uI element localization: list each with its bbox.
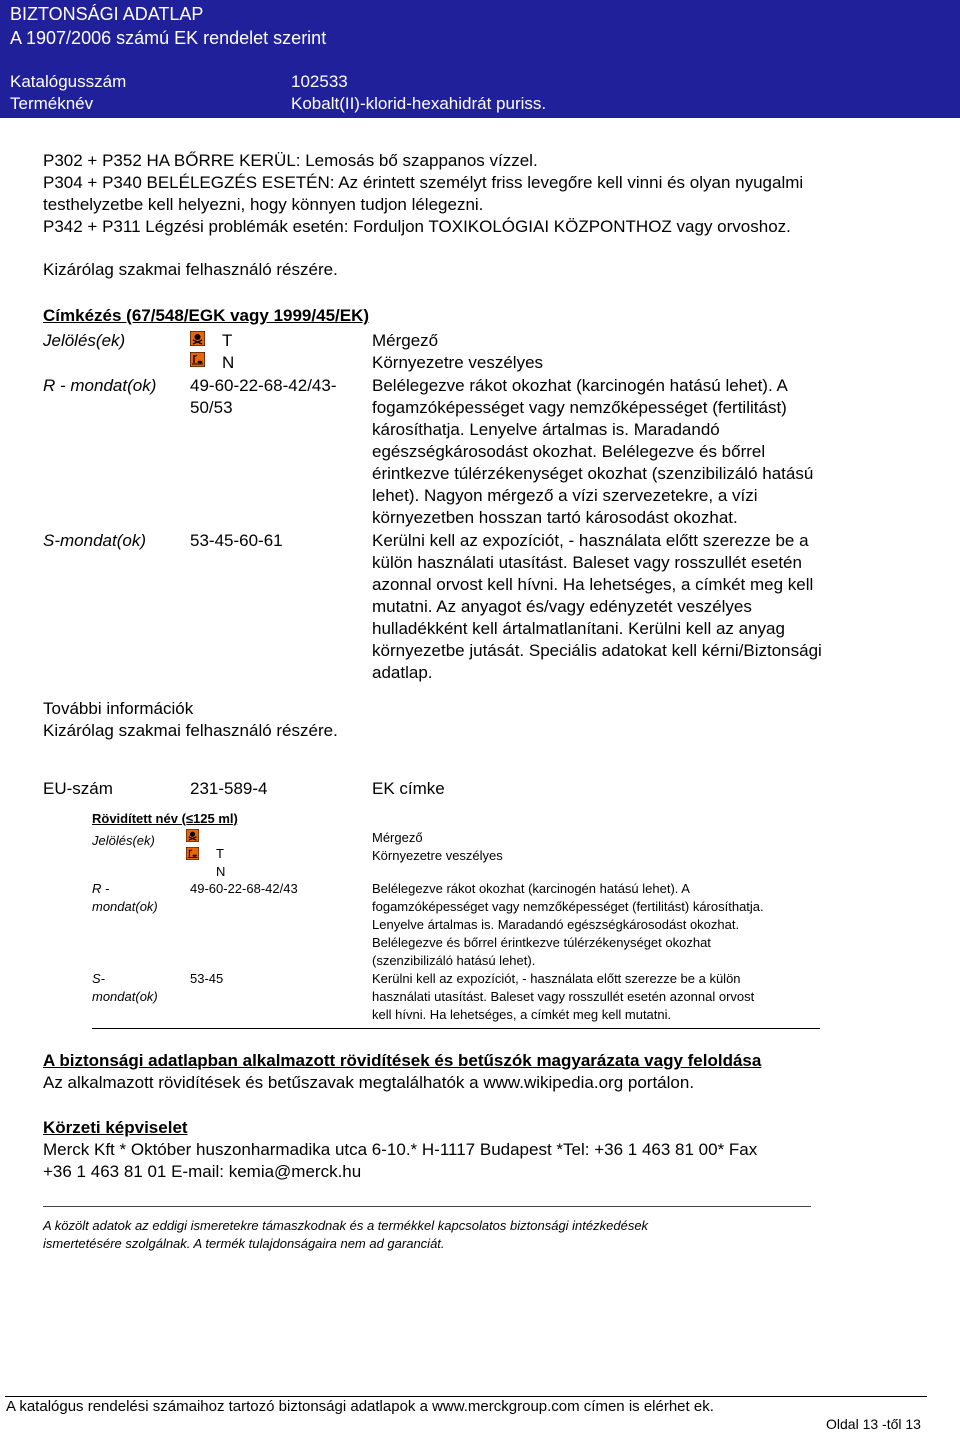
dead-tree-fish-icon [186, 847, 199, 860]
s-phrases-label: S-mondat(ok) [43, 531, 146, 550]
eu-number: 231-589-4 [190, 779, 268, 798]
representative-heading: Körzeti képviselet [43, 1118, 188, 1137]
p-statement: P342 + P311 Légzési problémák esetén: Forduljon TOXIKOLÓGIAI KÖZPONTHOZ vagy orvoshoz. [43, 217, 791, 236]
eu-r-phrases-label: mondat(ok) [92, 899, 158, 914]
s-phrase-text: hulladékként kell ártalmatlanítani. Kerülni kell az anyag [372, 619, 785, 638]
s-phrase-text: azonnal orvost kell hívni. Ha lehetséges, a címkét meg kell [372, 575, 814, 594]
s-phrase-text: Kerülni kell az expozíciót, - használata előtt szerezze be a [372, 531, 809, 550]
r-phrases-label: R - mondat(ok) [43, 376, 157, 395]
catalog-label: Katalógusszám [10, 72, 127, 91]
r-phrase-codes: 50/53 [190, 398, 233, 417]
eu-s-phrase-codes: 53-45 [190, 971, 224, 986]
r-phrase-text: károsíthatja. Lenyelve ártalmas is. Maradandó [372, 420, 720, 439]
eu-r-phrase-codes: 49-60-22-68-42/43 [190, 881, 298, 896]
s-phrase-text: környezetbe jutását. Speciális adatokat kell kérni/Biztonsági [372, 641, 822, 660]
document-subtitle: A 1907/2006 számú EK rendelet szerint [10, 28, 327, 48]
abbreviations-heading: A biztonsági adatlapban alkalmazott rövidítések és betűszók magyarázata vagy feloldása [43, 1051, 762, 1070]
eu-r-phrase-text: fogamzóképességet vagy nemzőképességet (fertilitást) károsíthatja. [372, 899, 764, 914]
s-phrase-text: mutatni. Az anyagot és/vagy edényzetét veszélyes [372, 597, 752, 616]
document-title: BIZTONSÁGI ADATLAP [10, 4, 204, 24]
p-statement: P304 + P340 BELÉLEGZÉS ESETÉN: Az érintett személyt friss levegőre kell vinni és olyan nyugalmi [43, 173, 804, 192]
disclaimer-divider [43, 1206, 811, 1207]
eu-s-phrase-text: kell hívni. Ha lehetséges, a címkét meg kell mutatni. [372, 1007, 672, 1022]
eu-r-phrase-text: Belélegezve és bőrrel érintkezve túlérzékenységet okozhat [372, 935, 711, 950]
eu-s-phrase-text: Kerülni kell az expozíciót, - használata előtt szerezze be a külön [372, 971, 741, 986]
eu-s-phrases-label: mondat(ok) [92, 989, 158, 1004]
representative-address: Merck Kft * Október huszonharmadika utca 6-10.* H-1117 Budapest *Tel: +36 1 463 81 00* Fax [43, 1140, 758, 1159]
eu-symbols-label: Jelölés(ek) [92, 833, 155, 848]
r-phrase-text: Belélegezve rákot okozhat (karcinogén hatású lehet). A [372, 376, 788, 395]
r-phrase-text: érintkezve túlérzékenységet okozhat (szenzibilizáló hatású [372, 464, 814, 483]
labeling-heading: Címkézés (67/548/EGK vagy 1999/45/EK) [43, 306, 370, 325]
s-phrase-text: külön használati utasítást. Baleset vagy rosszullét esetén [372, 553, 802, 572]
s-phrase-text: adatlap. [372, 663, 433, 682]
eu-symbol-letter-t: T [216, 846, 224, 861]
further-info-text: Kizárólag szakmai felhasználó részére. [43, 721, 338, 740]
symbol-letter-n: N [222, 353, 235, 372]
r-phrase-text: lehet). Nagyon mérgező a vízi szervezetekre, a vízi [372, 486, 758, 505]
r-phrase-codes: 49-60-22-68-42/43- [190, 376, 337, 395]
eu-r-phrase-text: Lenyelve ártalmas is. Maradandó egészségkárosodást okozhat. [372, 917, 740, 932]
r-phrase-text: egészségkárosodást okozhat. Belélegezve és bőrrel [372, 442, 766, 461]
eu-r-phrase-text: (szenzibilizáló hatású lehet). [372, 953, 536, 968]
eu-r-phrase-text: Belélegezve rákot okozhat (karcinogén hatású lehet). A [372, 881, 690, 896]
r-phrase-text: fogamzóképességet vagy nemzőképességet (fertilitást) [372, 398, 787, 417]
eu-number-label: EU-szám [43, 779, 113, 798]
eu-symbol-letter-n: N [216, 864, 226, 879]
representative-contact: +36 1 463 81 01 E-mail: kemia@merck.hu [43, 1162, 362, 1181]
footer-divider [5, 1396, 927, 1397]
short-name-heading: Rövidített név (≤125 ml) [92, 811, 238, 826]
eu-symbol-t-meaning: Mérgező [372, 830, 423, 845]
symbol-letter-t: T [222, 331, 233, 350]
disclaimer-text: ismertetésére szolgálnak. A termék tulajdonságaira nem ad garanciát. [43, 1236, 445, 1251]
ek-label-heading: EK címke [372, 779, 445, 798]
symbol-t-meaning: Mérgező [372, 331, 439, 350]
eu-s-phrases-label: S- [92, 971, 105, 986]
disclaimer-text: A közölt adatok az eddigi ismeretekre támaszkodnak és a termékkel kapcsolatos biztonsági intézkedések [43, 1218, 649, 1233]
catalog-number: 102533 [291, 72, 348, 91]
skull-crossbones-icon [186, 829, 199, 842]
r-phrase-text: környezetben hosszan tartó károsodást okozhat. [372, 508, 738, 527]
dead-tree-fish-icon [190, 352, 205, 367]
abbreviations-text: Az alkalmazott rövidítések és betűszavak megtalálhatók a www.wikipedia.org portálon. [43, 1073, 695, 1092]
product-label: Terméknév [10, 94, 94, 113]
section-divider [92, 1028, 820, 1029]
skull-crossbones-icon [190, 331, 205, 346]
page-number: Oldal 13 -től 13 [826, 1416, 921, 1432]
footer-note: A katalógus rendelési számaihoz tartozó biztonsági adatlapok a www.merckgroup.com címen is elérhet ek. [6, 1398, 714, 1415]
product-name: Kobalt(II)-klorid-hexahidrát puriss. [291, 94, 547, 113]
p-statement: testhelyzetbe kell helyezni, hogy könnyen tudjon lélegezni. [43, 195, 484, 214]
s-phrase-codes: 53-45-60-61 [190, 531, 283, 550]
eu-symbol-n-meaning: Környezetre veszélyes [372, 848, 503, 863]
eu-s-phrase-text: használati utasítást. Baleset vagy rosszullét esetén azonnal orvost [372, 989, 755, 1004]
further-info-label: További információk [43, 699, 194, 718]
eu-r-phrases-label: R - [92, 881, 110, 896]
symbol-n-meaning: Környezetre veszélyes [372, 353, 544, 372]
p-statement: P302 + P352 HA BŐRRE KERÜL: Lemosás bő szappanos vízzel. [43, 151, 538, 170]
professional-use-note: Kizárólag szakmai felhasználó részére. [43, 260, 338, 279]
symbols-label: Jelölés(ek) [43, 331, 126, 350]
